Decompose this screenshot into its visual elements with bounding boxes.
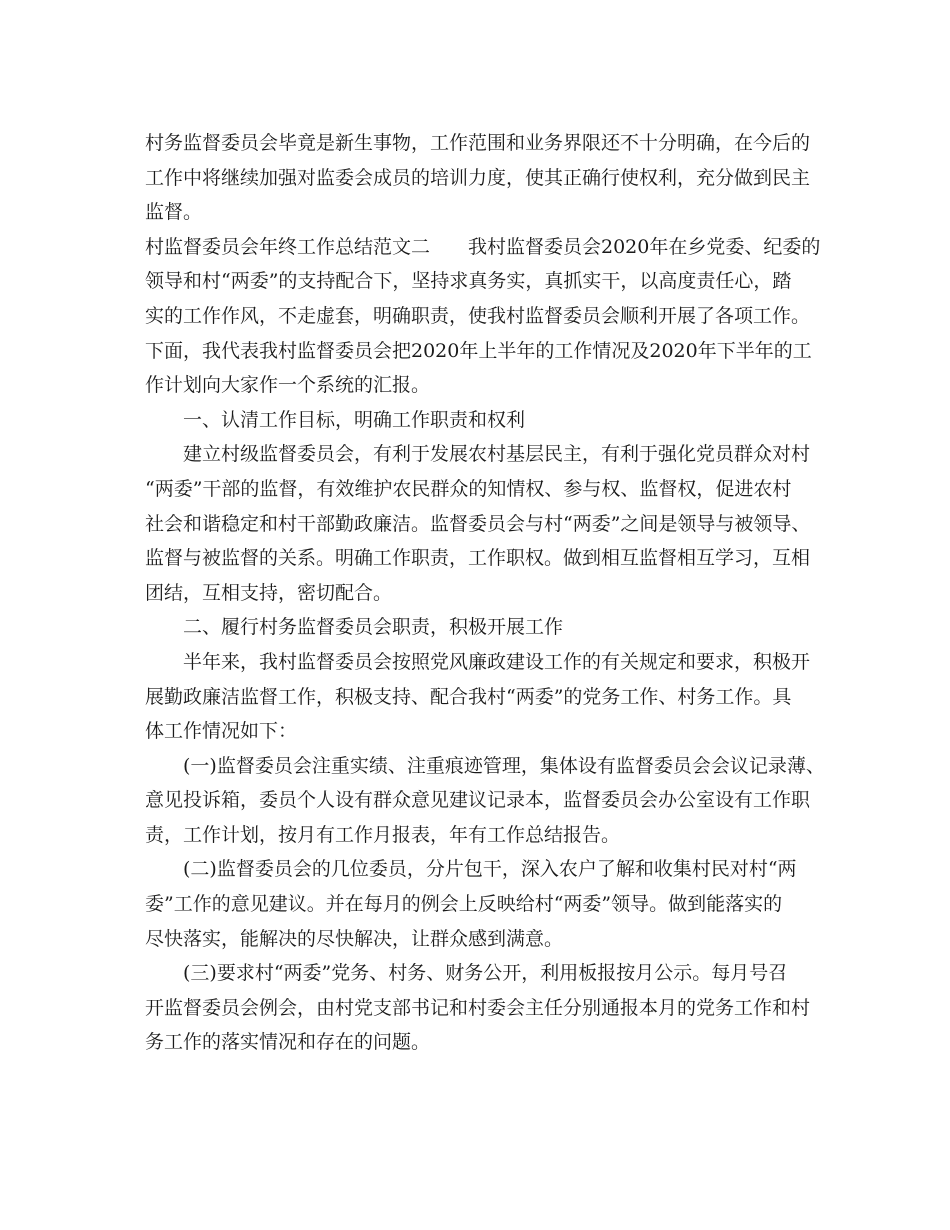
text-line: 监督与被监督的关系。明确工作职责，工作职权。做到相互监督相互学习，互相: [145, 547, 811, 570]
text-line: 村监督委员会年终工作总结范文二 我村监督委员会2020年在乡党委、纪委的: [145, 235, 821, 258]
text-line: 团结，互相支持，密切配合。: [145, 581, 393, 604]
text-line: 务工作的落实情况和存在的问题。: [145, 1031, 431, 1054]
text-line: 下面，我代表我村监督委员会把2020年上半年的工作情况及2020年下半年的工: [145, 339, 812, 362]
text-line: “两委”干部的监督，有效维护农民群众的知情权、参与权、监督权，促进农村: [145, 477, 792, 500]
text-line: 体工作情况如下：: [145, 720, 298, 743]
text-line: 展勤政廉洁监督工作，积极支持、配合我村“两委”的党务工作、村务工作。具: [145, 685, 792, 708]
text-line: 工作中将继续加强对监委会成员的培训力度，使其正确行使权利，充分做到民主: [145, 166, 811, 189]
text-line: (二)监督委员会的几位委员，分片包干，深入农户了解和收集村民对村“两: [183, 858, 797, 881]
text-line: 监督。: [145, 201, 203, 224]
text-line: 村务监督委员会毕竟是新生事物，工作范围和业务界限还不十分明确，在今后的: [145, 132, 811, 154]
text-line: 实的工作作风，不走虚套，明确职责，使我村监督委员会顺利开展了各项工作。: [145, 304, 811, 327]
text-line: (三)要求村“两委”党务、村务、财务公开，利用板报按月公示。每月号召: [183, 962, 788, 985]
document-body: [145, 126, 825, 1060]
text-line: 作计划向大家作一个系统的汇报。: [145, 374, 431, 397]
text-line: 意见投诉箱，委员个人设有群众意见建议记录本，监督委员会办公室设有工作职: [145, 789, 811, 812]
text-line: 社会和谐稳定和村干部勤政廉洁。监督委员会与村“两委”之间是领导与被领导、: [145, 512, 811, 535]
text-line: 尽快落实，能解决的尽快解决，让群众感到满意。: [145, 927, 564, 950]
text-line: 半年来，我村监督委员会按照党风廉政建设工作的有关规定和要求，积极开: [183, 650, 811, 673]
text-line: 开监督委员会例会，由村党支部书记和村委会主任分别通报本月的党务工作和村: [145, 996, 811, 1019]
text-line: 建立村级监督委员会，有利于发展农村基层民主，有利于强化党员群众对村: [183, 443, 811, 466]
text-line: (一)监督委员会注重实绩、注重痕迹管理，集体设有监督委员会会议记录薄、: [183, 754, 825, 777]
text-line: 责，工作计划，按月有工作月报表，年有工作总结报告。: [145, 823, 621, 846]
text-line: 委”工作的意见建议。并在每月的例会上反映给村“两委”领导。做到能落实的: [145, 893, 783, 916]
text-line: 领导和村“两委”的支持配合下，坚持求真务实，真抓实干，以高度责任心，踏: [145, 270, 792, 293]
text-line: 二、履行村务监督委员会职责，积极开展工作: [183, 616, 564, 639]
text-line: 一、认清工作目标，明确工作职责和权利: [183, 408, 526, 431]
